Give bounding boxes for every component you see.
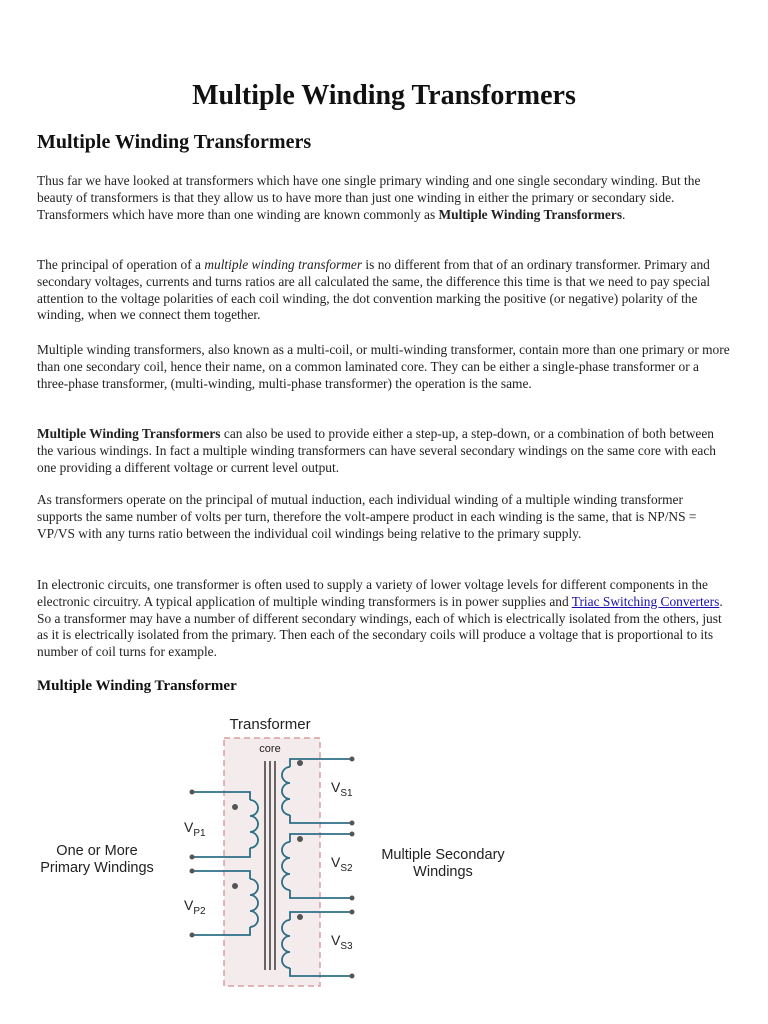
transformer-frame <box>224 738 320 986</box>
paragraph-electronic-circuits <box>37 577 731 661</box>
core-label: core <box>259 743 281 755</box>
paragraph-step-up-down <box>37 426 731 476</box>
p6-text: In electronic circuits, one transformer is often used to supply a variety of lower voltage levels for different components in the electronic circuitry. A typical application of multiple winding transformers is in power supplies and <box>37 577 708 609</box>
p2-italic: multiple winding transformer <box>204 257 363 272</box>
p2-end: is no different from that of an ordinary transformer. Primary and secondary voltages, currents and turns ratios are all calculated the same, the difference this time is that we need to pay special attention to the voltage polarities of each coil winding, the dot convention marking the positive (or negative) polarity of the winding, when we connect them together. <box>37 257 711 323</box>
p3-text: Multiple winding transformers, also known as a multi-coil, or multi-winding transformer, contain more than one primary or more than one secondary coil, hence their name, on a common laminated core. They can be either a single-phase transformer or a three-phase transformer, (multi-winding, multi-phase transformer) the operation is the same. <box>37 342 730 391</box>
vs2-label: $V_{S2}$ <box>331 854 353 874</box>
vp1-label: $V_{P1}$ <box>184 819 206 839</box>
paragraph-multi-coil <box>37 342 731 392</box>
vp2-label: $V_{P2}$ <box>184 897 206 917</box>
primary-windings-label-line1: One or More <box>56 843 138 859</box>
diagram-heading: Multiple Winding Transformer <box>37 678 237 694</box>
triac-switching-converters-link[interactable]: Triac Switching Converters <box>571 593 720 609</box>
secondary-windings-label-line2: Windings <box>413 864 473 880</box>
p5-text: As transformers operate on the principal of mutual induction, each individual winding of a multiple winding transformer supports the same number of volts per turn, therefore the volt-ampere product in each winding is the same, that is NP/NS = VP/VS with any turns ratio between the individual coil windings being relative to the primary supply. <box>37 492 697 541</box>
transformer-label: Transformer <box>229 716 311 733</box>
p1-text: Thus far we have looked at transformers which have one single primary winding and one single secondary winding. But the beauty of transformers is that they allow us to have more than just one winding in either the primary or secondary side. Transformers which have more than one winding are known commonly as <box>37 173 701 222</box>
paragraph-mutual-induction <box>37 492 731 542</box>
p6-end: . So a transformer may have a number of different secondary windings, each of which is electrically isolated from the others, just as it is electrically isolated from the primary. Then each of the secondary coils will produce a voltage that is proportional to its number of coil turns for example. <box>37 593 723 660</box>
vs3-label: $V_{S3}$ <box>331 932 353 952</box>
transformer-diagram <box>0 705 768 1005</box>
page-title: Multiple Winding Transformers <box>192 80 576 111</box>
vs1-label: $V_{S1}$ <box>331 779 353 799</box>
p1-bold: Multiple Winding Transformers <box>438 206 623 222</box>
p4-text: can also be used to provide either a step-up, a step-down, or a combination of both between the various windings. In fact a multiple winding transformers can have several secondary windings on the same core with each one providing a different voltage or current level output. <box>37 426 716 475</box>
primary-windings-label-line2: Primary Windings <box>40 860 154 876</box>
paragraph-intro <box>37 173 731 223</box>
secondary-windings-label-line1: Multiple Secondary <box>381 847 505 863</box>
section-heading: Multiple Winding Transformers <box>37 131 312 153</box>
paragraph-principal <box>37 257 731 324</box>
p4-bold: Multiple Winding Transformers <box>37 426 221 441</box>
p2-text: The principal of operation of a <box>37 257 205 272</box>
p1-end: . <box>622 206 626 222</box>
